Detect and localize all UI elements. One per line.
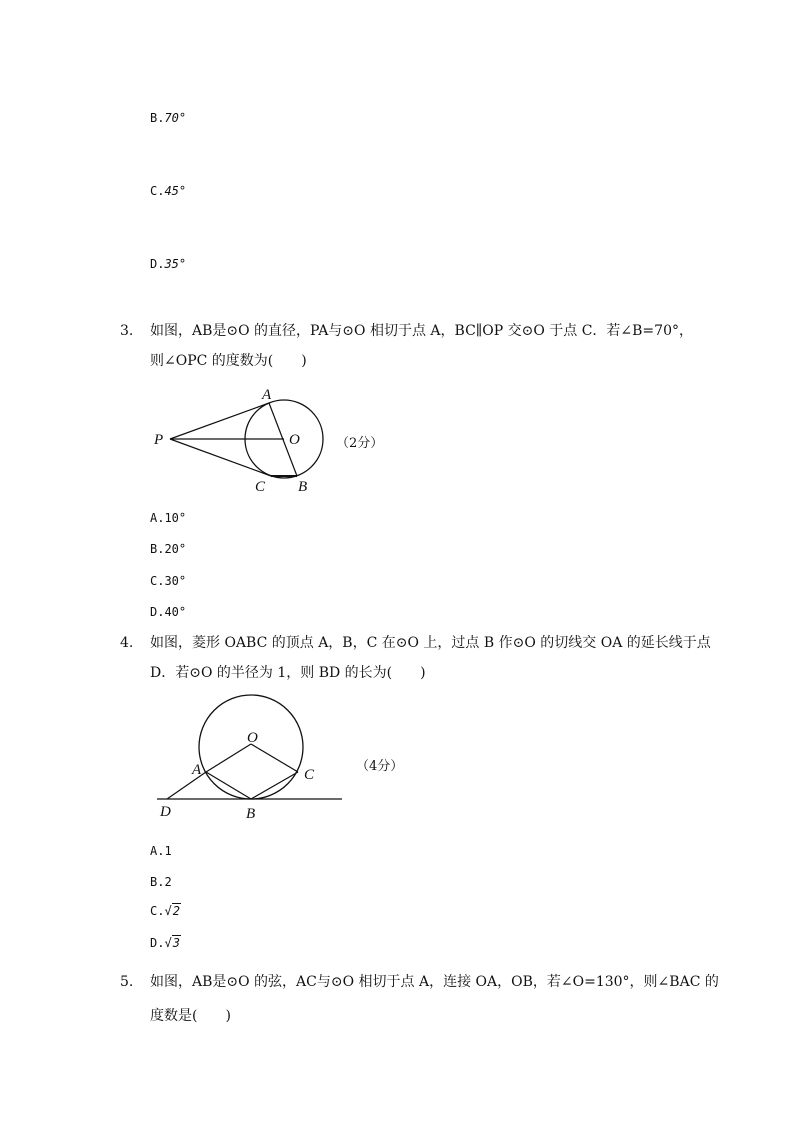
q4-option-c-radicand: 2: [172, 904, 180, 918]
prev-option-d[interactable]: [150, 258, 186, 270]
q5-stem-line1: 如图，AB是⊙O 的弦，AC与⊙O 相切于点 A，连接 OA，OB，若∠O=130°，则∠BAC 的: [150, 974, 719, 990]
q4-label-b: B: [246, 806, 256, 822]
q4-line-ab: [206, 772, 251, 799]
q4-option-a-value: 1: [164, 844, 172, 858]
q4-option-b[interactable]: [150, 876, 172, 888]
q4-option-a[interactable]: [150, 845, 172, 857]
q4-score: （4分）: [356, 759, 404, 774]
prev-option-c-value: 45°: [164, 184, 187, 198]
q3-label-c: C: [255, 479, 266, 495]
q4-stem-line2: D．若⊙O 的半径为 1，则 BD 的长为( ): [150, 665, 426, 681]
q4-circle: [199, 695, 303, 799]
q4-option-b-label: B.: [150, 875, 165, 889]
q3-option-b[interactable]: B.20°: [150, 542, 187, 556]
q4-option-c[interactable]: [150, 905, 181, 917]
q3-option-a[interactable]: A.10°: [150, 511, 187, 525]
prev-option-b[interactable]: [150, 112, 186, 124]
q4-line-oc: [251, 744, 298, 772]
q4-line-oa: [206, 744, 251, 772]
q3-number: 3.: [120, 323, 134, 339]
q4-option-d[interactable]: [150, 937, 181, 949]
sqrt-symbol: √2: [164, 904, 180, 918]
q3-label-p: P: [154, 432, 164, 448]
prev-option-d-label: D.: [150, 257, 165, 271]
q4-option-d-label: D.: [150, 936, 165, 950]
q3-score: （2分）: [336, 436, 384, 451]
q4-number: 4.: [120, 635, 134, 651]
q3-line-pc: [170, 439, 271, 476]
sqrt-symbol: √3: [164, 936, 180, 950]
q3-stem-line2: 则∠OPC 的度数为( ): [150, 353, 307, 369]
prev-option-b-value: 70°: [164, 111, 187, 125]
q4-label-c: C: [304, 767, 315, 783]
q3-line-pa: [170, 403, 269, 439]
q3-option-c[interactable]: C.30°: [150, 574, 187, 588]
q3-label-b: B: [298, 479, 308, 495]
q4-option-a-label: A.: [150, 844, 165, 858]
q4-option-b-value: 2: [164, 875, 172, 889]
q5-number: 5.: [120, 974, 134, 990]
q4-figure: [150, 692, 350, 827]
q4-label-a: A: [192, 762, 202, 778]
prev-option-d-value: 35°: [164, 257, 187, 271]
q4-stem-line1: 如图，菱形 OABC 的顶点 A，B，C 在⊙O 上，过点 B 作⊙O 的切线交 OA 的延长线于点: [150, 635, 711, 651]
q5-stem-line2: 度数是( ): [150, 1008, 231, 1024]
q4-label-d: D: [160, 804, 171, 820]
q3-option-d[interactable]: D.40°: [150, 605, 187, 619]
q4-label-o: O: [247, 730, 258, 746]
prev-option-c-label: C.: [150, 184, 165, 198]
q3-label-a: A: [262, 387, 272, 403]
prev-option-c[interactable]: [150, 185, 186, 197]
q3-stem-line1: 如图，AB是⊙O 的直径，PA与⊙O 相切于点 A，BC∥OP 交⊙O 于点 C．若∠B=70°，: [150, 323, 693, 339]
q4-line-bc: [251, 772, 298, 799]
q3-figure: [150, 384, 350, 499]
q4-option-c-label: C.: [150, 904, 165, 918]
prev-option-b-label: B.: [150, 111, 165, 125]
q3-label-o: O: [289, 432, 300, 448]
q4-option-d-radicand: 3: [172, 936, 180, 950]
